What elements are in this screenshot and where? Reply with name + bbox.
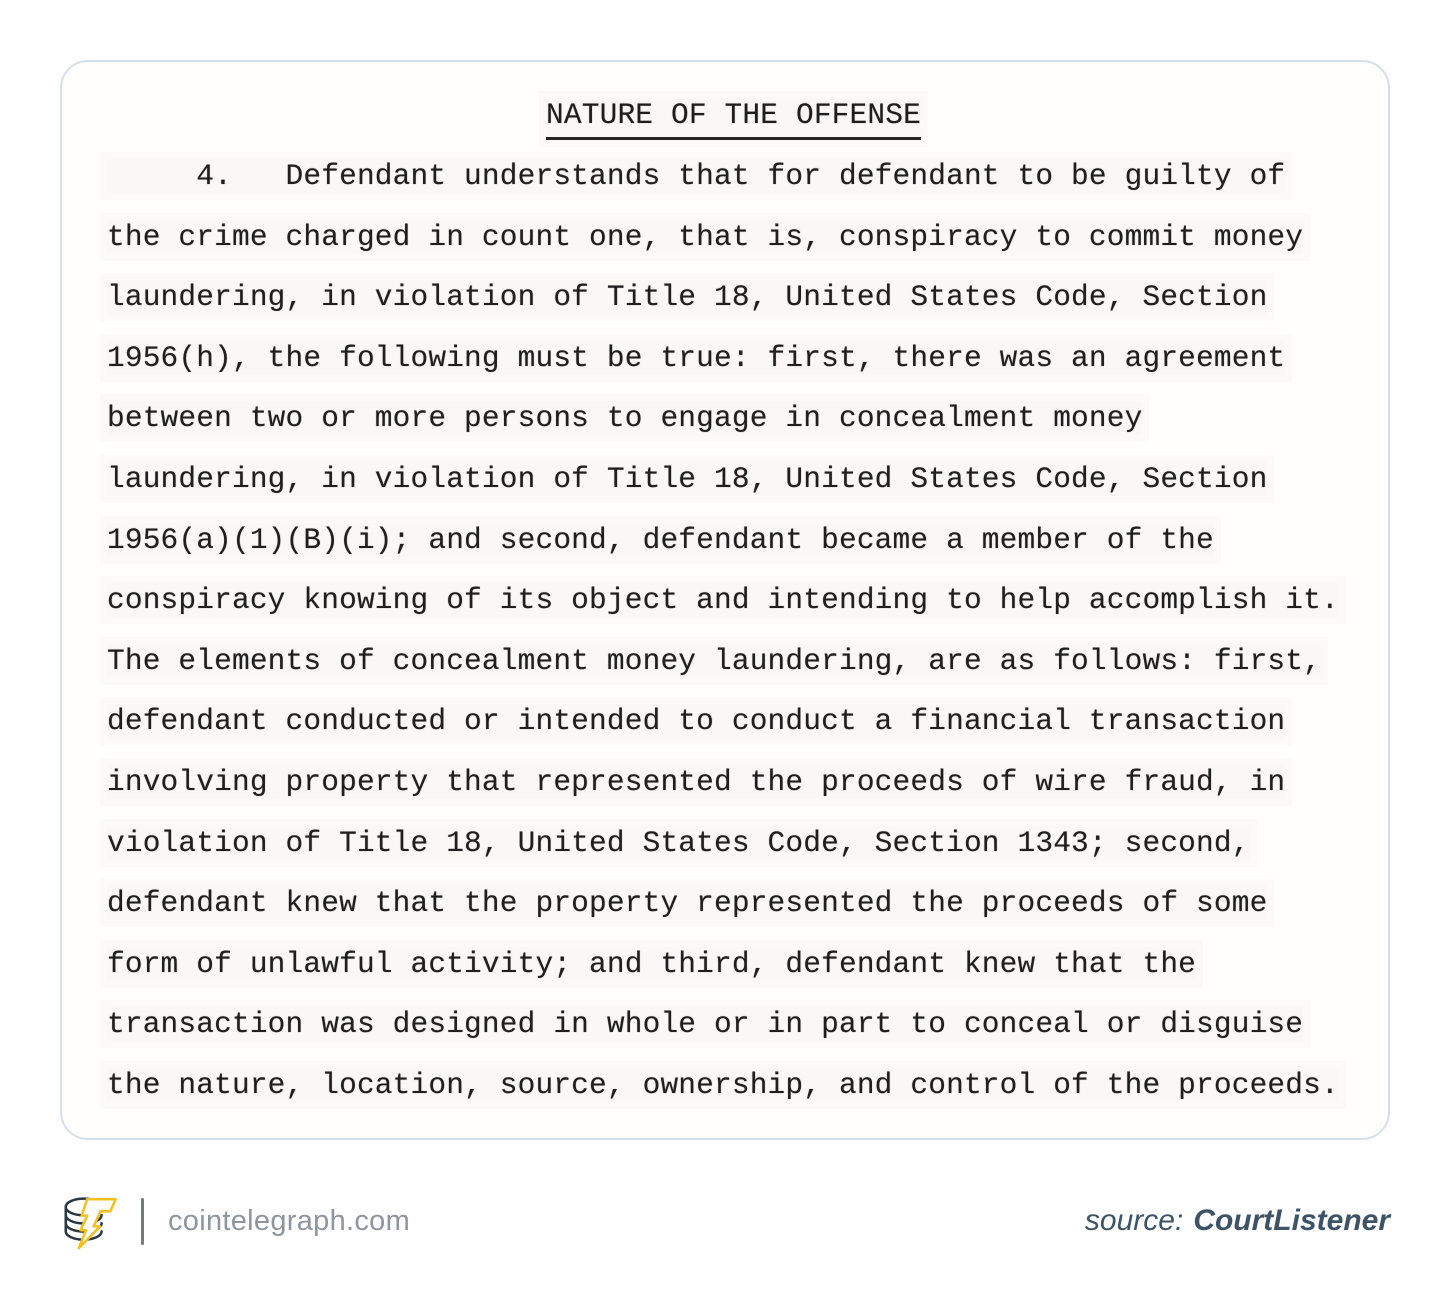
- document-line: the nature, location, source, ownership, and control of the proceeds.: [107, 1067, 1339, 1102]
- document-line: 4. Defendant understands that for defendant to be guilty of: [107, 159, 1286, 193]
- document-line: laundering, in violation of Title 18, United States Code, Section: [107, 461, 1268, 496]
- document-line: between two or more persons to engage in concealment money: [107, 401, 1143, 436]
- site-label: cointelegraph.com: [168, 1204, 411, 1237]
- document-line: The elements of concealment money laundering, are as follows: first,: [107, 643, 1321, 678]
- source-name: CourtListener: [1193, 1204, 1390, 1237]
- document-title: NATURE OF THE OFFENSE: [107, 98, 1360, 132]
- footer-divider: [141, 1198, 144, 1245]
- document-line: defendant knew that the property represented the proceeds of some: [107, 886, 1268, 921]
- source-attribution: [1085, 1196, 1390, 1246]
- footer-branding: [58, 1189, 410, 1253]
- document-line: transaction was designed in whole or in part to conceal or disguise: [107, 1007, 1304, 1042]
- document-line: laundering, in violation of Title 18, United States Code, Section: [107, 280, 1268, 315]
- document-line: form of unlawful activity; and third, defendant knew that the: [107, 946, 1197, 981]
- document-card: [60, 60, 1390, 1140]
- document-line: the crime charged in count one, that is, conspiracy to commit money: [107, 219, 1304, 254]
- lightning-bolt-icon: [79, 1199, 116, 1248]
- document-line: conspiracy knowing of its object and intending to help accomplish it.: [107, 583, 1339, 618]
- document-line: violation of Title 18, United States Code, Section 1343; second,: [107, 825, 1250, 860]
- document-line: involving property that represented the proceeds of wire fraud, in: [107, 764, 1286, 799]
- document-line: defendant conducted or intended to conduct a financial transaction: [107, 704, 1286, 739]
- document-line: 1956(h), the following must be true: first, there was an agreement: [107, 340, 1286, 375]
- source-prefix: source:: [1084, 1204, 1184, 1237]
- document-line: 1956(a)(1)(B)(i); and second, defendant became a member of the: [107, 522, 1214, 557]
- cointelegraph-logo-icon: [58, 1190, 120, 1252]
